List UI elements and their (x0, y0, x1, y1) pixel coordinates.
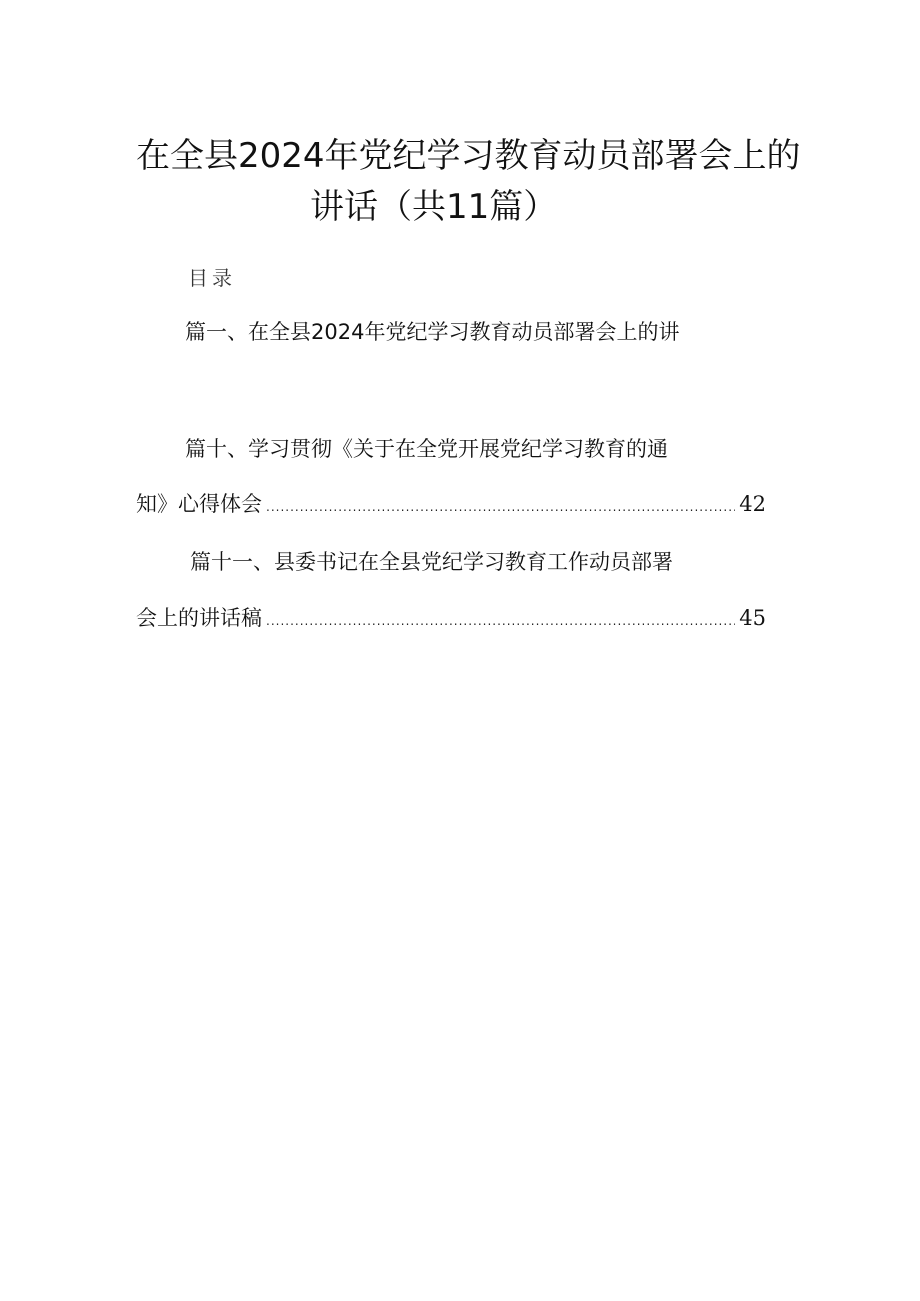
toc-entry-10-page: 42 (739, 492, 766, 516)
document-title-line-1: 在全县2024年党纪学习教育动员部署会上的 (136, 136, 801, 176)
document-title-line-2: 讲话（共11篇） (310, 187, 558, 227)
toc-entry-11-text-cont: 会上的讲话稿 (136, 606, 262, 630)
toc-entry-11-page: 45 (739, 606, 766, 630)
toc-entry-10-text-cont: 知》心得体会 (136, 492, 262, 516)
toc-entry-11-text[interactable]: 篇十一、县委书记在全县党纪学习教育工作动员部署 (190, 550, 673, 574)
toc-dot-leader (266, 492, 735, 522)
toc-entry-11-row[interactable] (136, 603, 766, 636)
toc-entry-10-row[interactable] (136, 489, 766, 522)
toc-dot-leader (266, 606, 735, 636)
toc-entry-1-text[interactable]: 篇一、在全县2024年党纪学习教育动员部署会上的讲 (185, 320, 680, 344)
toc-heading: 目录 (188, 266, 236, 290)
toc-entry-10-text[interactable]: 篇十、学习贯彻《关于在全党开展党纪学习教育的通 (185, 437, 668, 461)
